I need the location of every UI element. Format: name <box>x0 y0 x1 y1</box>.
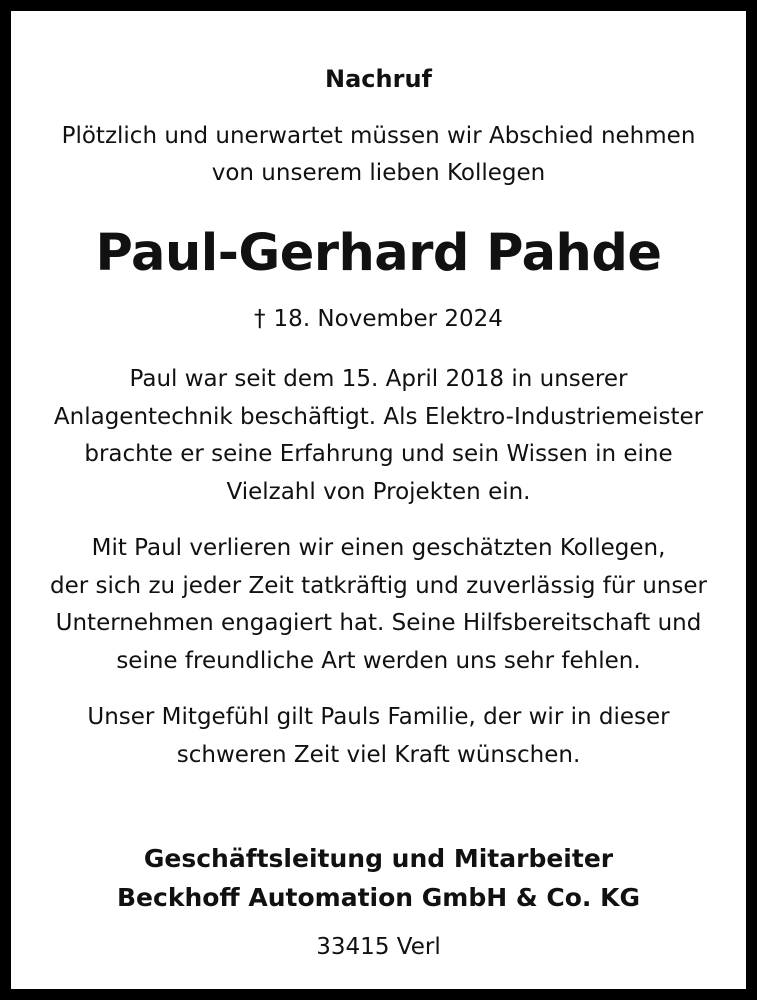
paragraph-line: Anlagentechnik beschäftigt. Als Elektro-Industriemeister <box>53 403 704 430</box>
paragraph-line: Unser Mitgefühl gilt Pauls Familie, der wir in dieser <box>87 704 670 730</box>
intro-line: von unserem lieben Kollegen <box>211 160 546 186</box>
paragraph-line: brachte er seine Erfahrung und sein Wissen in eine <box>84 441 673 467</box>
signature-line: Geschäftsleitung und Mitarbeiter <box>143 844 614 873</box>
obituary-content <box>22 22 735 978</box>
paragraph-tribute <box>22 530 735 680</box>
paragraph-line: der sich zu jeder Zeit tatkräftig und zuverlässig für unser <box>50 572 707 599</box>
paragraph-condolence <box>22 699 735 774</box>
paragraph-line: Mit Paul verlieren wir einen geschätzten Kollegen, <box>91 535 666 561</box>
signature-block <box>22 839 735 917</box>
intro-line: Plötzlich und unerwartet müssen wir Abschied nehmen <box>61 123 696 149</box>
company-name: Beckhoff Automation GmbH & Co. KG <box>117 883 640 912</box>
intro-text <box>22 118 735 192</box>
paragraph-career <box>22 361 735 511</box>
paragraph-line: seine freundliche Art werden uns sehr fehlen. <box>116 647 641 674</box>
paragraph-line: Paul war seit dem 15. April 2018 in unserer <box>129 366 628 392</box>
paragraph-line: Vielzahl von Projekten ein. <box>226 478 531 505</box>
company-location: 33415 Verl <box>316 934 441 960</box>
death-date: 18. November 2024 <box>273 306 503 332</box>
paragraph-line: Unternehmen engagiert hat. Seine Hilfsbereitschaft und <box>55 610 702 636</box>
paragraph-line: schweren Zeit viel Kraft wünschen. <box>176 741 581 768</box>
death-date-line <box>22 302 735 336</box>
deceased-name: Paul-Gerhard Pahde <box>95 224 662 283</box>
dagger-icon: † <box>254 306 266 332</box>
notice-heading: Nachruf <box>325 65 432 93</box>
